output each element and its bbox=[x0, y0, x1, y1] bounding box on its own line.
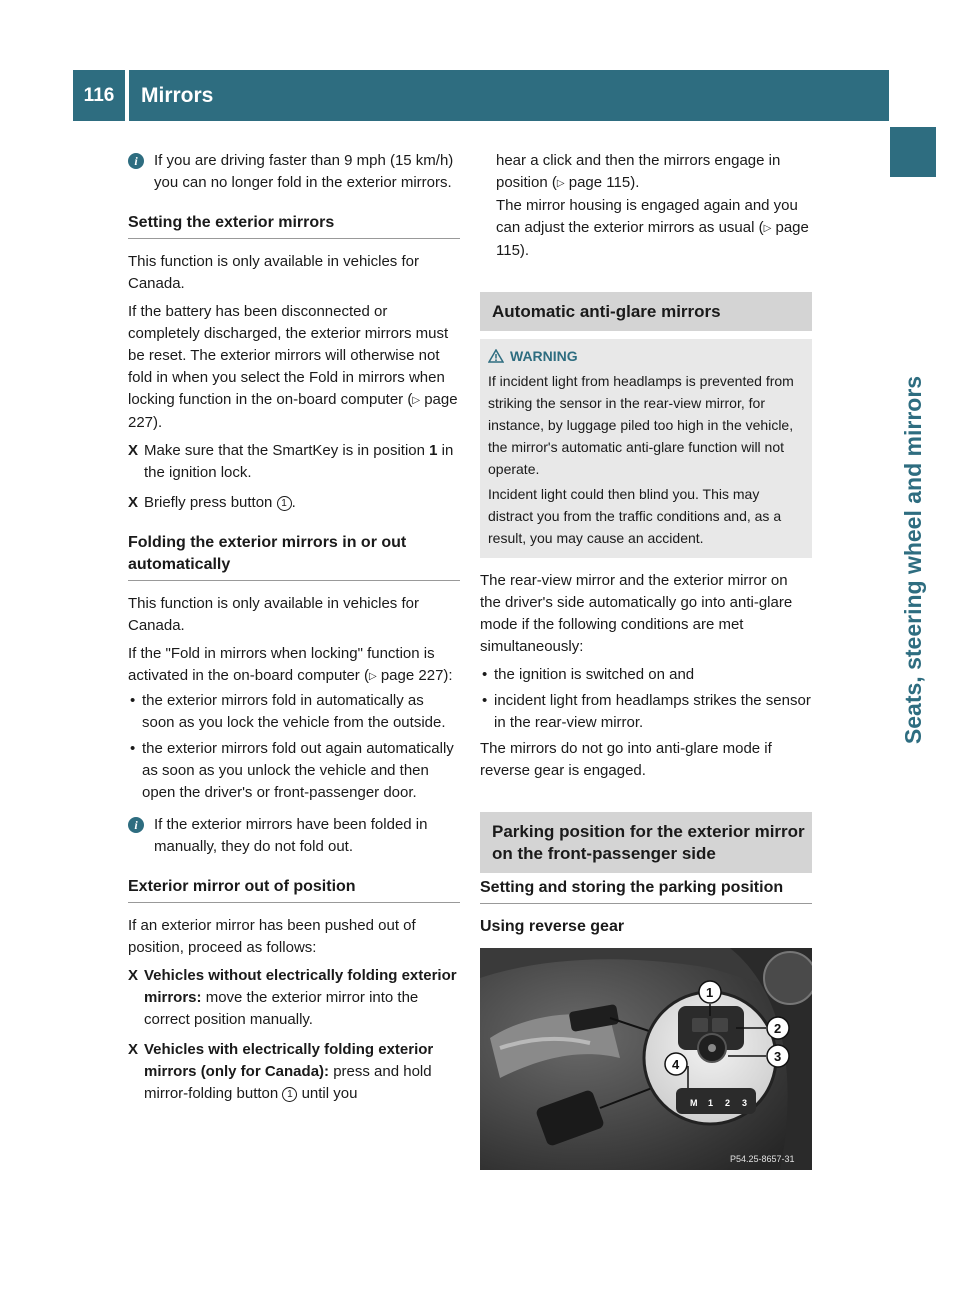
right-column bbox=[480, 150, 812, 1170]
page-ref-link[interactable]: page 227). bbox=[128, 391, 458, 431]
page-header bbox=[73, 70, 889, 121]
page-ref-icon: ▷ bbox=[368, 671, 377, 682]
callout-3: 3 bbox=[774, 1049, 782, 1064]
section-title: Mirrors bbox=[129, 70, 889, 121]
info-note-folded bbox=[128, 814, 460, 858]
info-text: If you are driving faster than 9 mph (15 km/h) you can no longer fold in the exterior mirrors. bbox=[154, 152, 454, 191]
info-note-speed bbox=[128, 150, 460, 194]
paragraph: If an exterior mirror has been pushed out of position, proceed as follows: bbox=[128, 917, 416, 956]
heading-parking-position: Parking position for the exterior mirror on the front-passenger side bbox=[480, 812, 812, 873]
heading-setting-mirrors: Setting the exterior mirrors bbox=[128, 212, 460, 239]
paragraph: The rear-view mirror and the exterior mirror on the driver's side automatically go into anti-glare mode if the following conditions are met simultaneously: bbox=[480, 572, 793, 655]
heading-anti-glare: Automatic anti-glare mirrors bbox=[480, 292, 812, 331]
page-ref-icon: ▷ bbox=[556, 178, 565, 189]
left-column bbox=[128, 150, 460, 1113]
info-icon: i bbox=[128, 153, 144, 169]
instruction-step: X Make sure that the SmartKey is in position 1 in the ignition lock. bbox=[128, 440, 460, 484]
warning-box bbox=[480, 339, 812, 558]
list-item: • the exterior mirrors fold out again automatically as soon as you unlock the vehicle and then open the driver's or front-passenger door. bbox=[130, 740, 454, 801]
side-tab-label: Seats, steering wheel and mirrors bbox=[900, 375, 926, 745]
memory-button-1: 1 bbox=[708, 1098, 714, 1108]
instruction-step: X Briefly press button 1 . bbox=[128, 492, 460, 514]
heading-out-of-position: Exterior mirror out of position bbox=[128, 876, 460, 903]
step-marker-icon: X bbox=[128, 442, 139, 459]
list-item: • the ignition is switched on and bbox=[482, 666, 695, 683]
heading-folding-mirrors: Folding the exterior mirrors in or out automatically bbox=[128, 532, 460, 581]
callout-1-icon: 1 bbox=[282, 1087, 297, 1102]
door-control-illustration bbox=[480, 948, 812, 1170]
door-control-photo bbox=[480, 948, 812, 1170]
continued-step: hear a click and then the mirrors engage in position (▷ page 115). The mirror housing is engaged again and you can adjust the exterior mirrors as usual (▷ page 115). bbox=[496, 152, 809, 259]
warning-text: Incident light could then blind you. This may distract you from the traffic conditions and, as a result, you may cause an accident. bbox=[488, 486, 782, 546]
step-marker-icon: X bbox=[128, 494, 139, 511]
callout-2: 2 bbox=[774, 1021, 782, 1036]
instruction-step: X Vehicles without electrically folding exterior mirrors: move the exterior mirror into the correct position manually. bbox=[128, 965, 460, 1031]
list-item: • the exterior mirrors fold in automatically as soon as you lock the vehicle from the outside. bbox=[130, 692, 446, 731]
photo-code: P54.25-8657-31 bbox=[730, 1154, 795, 1164]
page-ref-link[interactable]: page 115). bbox=[568, 174, 640, 191]
warning-triangle-icon bbox=[488, 349, 504, 363]
info-text: If the exterior mirrors have been folded in manually, they do not fold out. bbox=[154, 816, 428, 855]
paragraph: The mirrors do not go into anti-glare mode if reverse gear is engaged. bbox=[480, 740, 772, 779]
page-ref-link[interactable]: page 115). bbox=[496, 219, 809, 259]
heading-reverse-gear: Using reverse gear bbox=[480, 918, 625, 935]
paragraph: This function is only available in vehicles for Canada. bbox=[128, 595, 419, 634]
page-number: 116 bbox=[73, 70, 125, 121]
memory-button-m: M bbox=[690, 1098, 698, 1108]
warning-title: WARNING bbox=[488, 345, 804, 367]
list-item: • incident light from headlamps strikes the sensor in the rear-view mirror. bbox=[482, 692, 811, 731]
warning-text: If incident light from headlamps is prevented from striking the sensor in the rear-view mirror, for instance, by luggage piled too high in the vehicle, the mirror's automatic anti-glare function will not operate. bbox=[488, 373, 794, 477]
instruction-step: X Vehicles with electrically folding exterior mirrors (only for Canada): press and hold mirror-folding button 1 until you bbox=[128, 1039, 460, 1105]
page-ref-icon: ▷ bbox=[412, 395, 421, 406]
callout-1: 1 bbox=[706, 985, 714, 1000]
heading-setting-parking: Setting and storing the parking position bbox=[480, 877, 812, 904]
callout-1-icon: 1 bbox=[277, 496, 292, 511]
page-ref-icon: ▷ bbox=[763, 223, 772, 234]
memory-button-3: 3 bbox=[742, 1098, 748, 1108]
paragraph: If the battery has been disconnected or completely discharged, the exterior mirrors must be reset. The exterior mirrors will otherwise not fold in when you select the Fold in mirrors when locking function in the on-board computer (▷ page 227). bbox=[128, 303, 458, 431]
step-marker-icon: X bbox=[128, 1041, 139, 1058]
page-ref-link[interactable]: page 227): bbox=[380, 667, 453, 684]
paragraph: This function is only available in vehicles for Canada. bbox=[128, 253, 419, 292]
paragraph: If the "Fold in mirrors when locking" function is activated in the on-board computer (▷ page 227): bbox=[128, 645, 453, 684]
memory-button-2: 2 bbox=[725, 1098, 731, 1108]
step-marker-icon: X bbox=[128, 967, 139, 984]
callout-4: 4 bbox=[672, 1057, 680, 1072]
info-icon: i bbox=[128, 817, 144, 833]
side-tab-marker bbox=[890, 127, 936, 177]
